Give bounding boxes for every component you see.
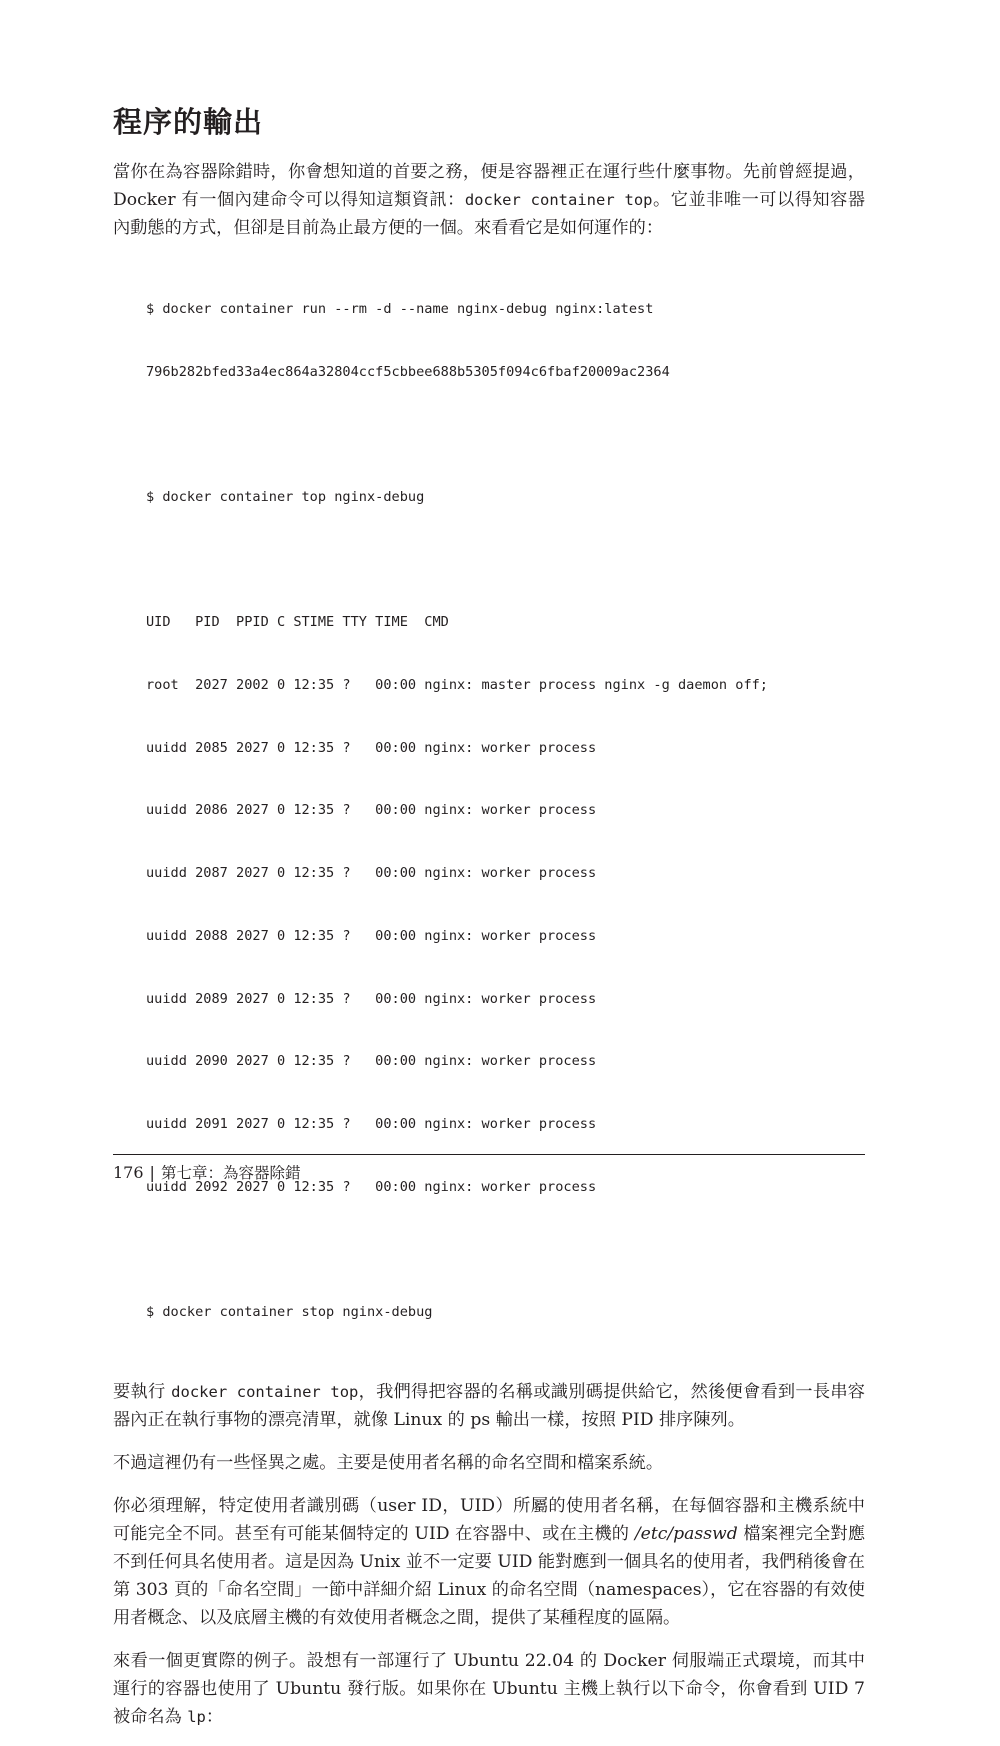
code-line: uuidd 2085 2027 0 12:35 ? 00:00 nginx: worker process: [146, 739, 597, 756]
code-line: [146, 550, 865, 571]
code-line: $ docker container top nginx-debug: [146, 488, 425, 505]
code-line: UID PID PPID C STIME TTY TIME CMD: [146, 614, 449, 631]
code-line: uuidd 2088 2027 0 12:35 ? 00:00 nginx: worker process: [146, 927, 597, 944]
paragraph-2: [113, 1378, 865, 1434]
code-line: 796b282bfed33a4ec864a32804ccf5cbbee688b5305f094c6fbaf20009ac2364: [146, 363, 670, 380]
code-line: uuidd 2092 2027 0 12:35 ? 00:00 nginx: worker process: [146, 1178, 597, 1195]
intro-inline-code: docker container top: [464, 191, 653, 209]
code-block: [146, 257, 865, 1365]
para4-path: /etc/passwd: [634, 1523, 738, 1544]
code-line: [146, 1239, 865, 1260]
para4-text-2: 檔案裡完全對應不到任何具名使用者。這是因為 Unix 並不一定要 UID 能對應到一個具名的使用者，我們稍後會在第 303 頁的「命名空間」一節中詳細介紹 Linux 的命名空間（namespaces），它在容器的有效使用者概念、以及底層主機的有效使用者概念之間，提供了某種程度的區隔。: [113, 1523, 866, 1628]
code-line: $ docker container stop nginx-debug: [146, 1304, 433, 1321]
page-content: [113, 100, 865, 1746]
section-heading: 程序的輸出: [113, 105, 264, 139]
para2-text-1: 要執行: [113, 1381, 172, 1402]
paragraph-4: [113, 1492, 865, 1632]
paragraph-3: 不過這裡仍有一些怪異之處。主要是使用者名稱的命名空間和檔案系統。: [113, 1452, 664, 1473]
code-line: uuidd 2089 2027 0 12:35 ? 00:00 nginx: worker process: [146, 990, 597, 1007]
chapter-title: 第七章：為容器除錯: [160, 1164, 301, 1182]
code-line: uuidd 2086 2027 0 12:35 ? 00:00 nginx: worker process: [146, 802, 597, 819]
paragraph-5: [113, 1647, 865, 1731]
code-line: [146, 424, 865, 445]
code-line: root 2027 2002 0 12:35 ? 00:00 nginx: master process nginx -g daemon off;: [146, 677, 768, 694]
para2-inline-code: docker container top: [171, 1382, 359, 1401]
para5-text-2: ：: [205, 1706, 224, 1727]
para4-text-1: 你必須理解，特定使用者識別碼（user ID，UID）所屬的使用者名稱，在每個容器和主機系統中可能完全不同。甚至有可能某個特定的 UID 在容器中、或在主機的: [113, 1495, 865, 1544]
para5-inline-code: lp: [187, 1707, 206, 1726]
page-number: 176: [113, 1163, 144, 1182]
code-line: uuidd 2091 2027 0 12:35 ? 00:00 nginx: worker process: [146, 1115, 597, 1132]
intro-text-2: 。它並非唯一可以得知容器內動態的方式，但卻是目前為止最方便的一個。來看看它是如何運作的：: [113, 190, 866, 238]
footer-separator: |: [149, 1163, 155, 1182]
page-footer: [113, 1154, 865, 1186]
para5-text-1: 來看一個更實際的例子。設想有一部運行了 Ubuntu 22.04 的 Docker 伺服端正式環境，而其中運行的容器也使用了 Ubuntu 發行版。如果你在 Ubuntu 主機上執行以下命令，你會看到 UID 7 被命名為: [113, 1650, 865, 1727]
code-line: $ docker container run --rm -d --name nginx-debug nginx:latest: [146, 300, 654, 317]
code-line: uuidd 2090 2027 0 12:35 ? 00:00 nginx: worker process: [146, 1053, 597, 1070]
intro-text-1: 當你在為容器除錯時，你會想知道的首要之務，便是容器裡正在運行些什麼事物。先前曾經提過，Docker 有一個內建命令可以得知這類資訊：: [113, 162, 865, 210]
intro-paragraph: [113, 158, 865, 242]
para2-text-2: ，我們得把容器的名稱或識別碼提供給它，然後便會看到一長串容器內正在執行事物的漂亮清單，就像 Linux 的 ps 輸出一樣，按照 PID 排序陳列。: [113, 1381, 865, 1430]
code-line: uuidd 2087 2027 0 12:35 ? 00:00 nginx: worker process: [146, 865, 597, 882]
